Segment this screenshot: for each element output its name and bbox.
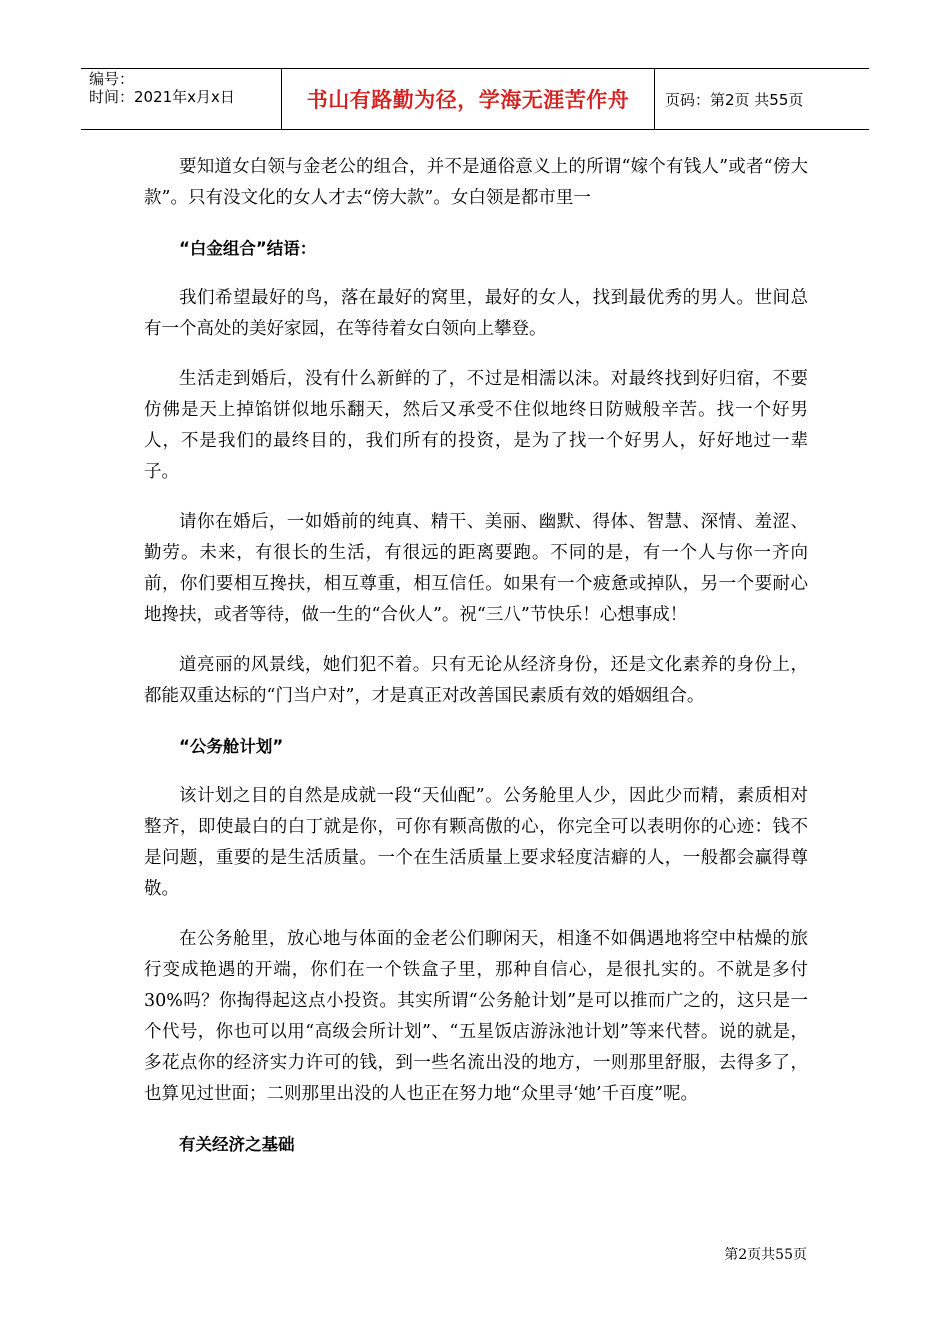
header-motto: 书山有路勤为径，学海无涯苦作舟 <box>306 88 630 112</box>
paragraph: 在公务舱里，放心地与体面的金老公们聊闲天，相逢不如偶遇地将空中枯燥的旅行变成艳遇的开端，你们在一个铁盒子里，那种自信心，是很扎实的。不就是多付30%吗？你掏得起这点小投资。其实所谓“公务舱计划”是可以推而广之的，这只是一个代号，你也可以用“高级会所计划”、“五星饭店游泳池计划”等来代替。说的就是，多花点你的经济实力许可的钱，到一些名流出没的地方，一则那里舒服，去得多了，也算见过世面；二则那里出没的人也正在努力地“众里寻‘她’千百度”呢。 <box>144 929 808 1104</box>
section-heading: “白金组合”结语： <box>179 239 317 258</box>
document-body <box>144 152 808 1179</box>
date-label: 时间：2021年x月x日 <box>89 88 235 106</box>
header-meta <box>81 69 281 129</box>
paragraph: 生活走到婚后，没有什么新鲜的了，不过是相濡以沫。对最终找到好归宿，不要仿佛是天上掉馅饼似地乐翻天，然后又承受不住似地终日防贼般辛苦。找一个好男人，不是我们的最终目的，我们所有的投资，是为了找一个好男人，好好地过一辈子。 <box>144 369 808 482</box>
paragraph: 要知道女白领与金老公的组合，并不是通俗意义上的所谓“嫁个有钱人”或者“傍大款”。只有没文化的女人才去“傍大款”。女白领是都市里一 <box>144 157 808 208</box>
section-heading: “公务舱计划” <box>179 737 284 756</box>
page-header <box>81 68 869 130</box>
header-page-info: 页码：第2页 共55页 <box>665 90 804 109</box>
page-footer: 第2页共55页 <box>724 1247 807 1263</box>
paragraph: 请你在婚后，一如婚前的纯真、精干、美丽、幽默、得体、智慧、深情、羞涩、勤劳。未来，有很长的生活，有很远的距离要跑。不同的是，有一个人与你一齐向前，你们要相互搀扶，相互尊重，相互信任。如果有一个疲惫或掉队，另一个要耐心地搀扶，或者等待，做一生的“合伙人”。祝“三八”节快乐！心想事成！ <box>144 512 808 625</box>
paragraph: 我们希望最好的鸟，落在最好的窝里，最好的女人，找到最优秀的男人。世间总有一个高处的美好家园，在等待着女白领向上攀登。 <box>144 288 808 339</box>
serial-number-label: 编号： <box>89 70 135 88</box>
paragraph: 道亮丽的风景线，她们犯不着。只有无论从经济身份，还是文化素养的身份上，都能双重达标的“门当户对”，才是真正对改善国民素质有效的婚姻组合。 <box>144 655 808 706</box>
section-heading: 有关经济之基础 <box>179 1135 295 1154</box>
paragraph: 该计划之目的自然是成就一段“天仙配”。公务舱里人少，因此少而精，素质相对整齐，即使最白的白丁就是你，可你有颗高傲的心，你完全可以表明你的心迹：钱不是问题，重要的是生活质量。一个在生活质量上要求轻度洁癖的人，一般都会赢得尊敬。 <box>144 786 808 899</box>
